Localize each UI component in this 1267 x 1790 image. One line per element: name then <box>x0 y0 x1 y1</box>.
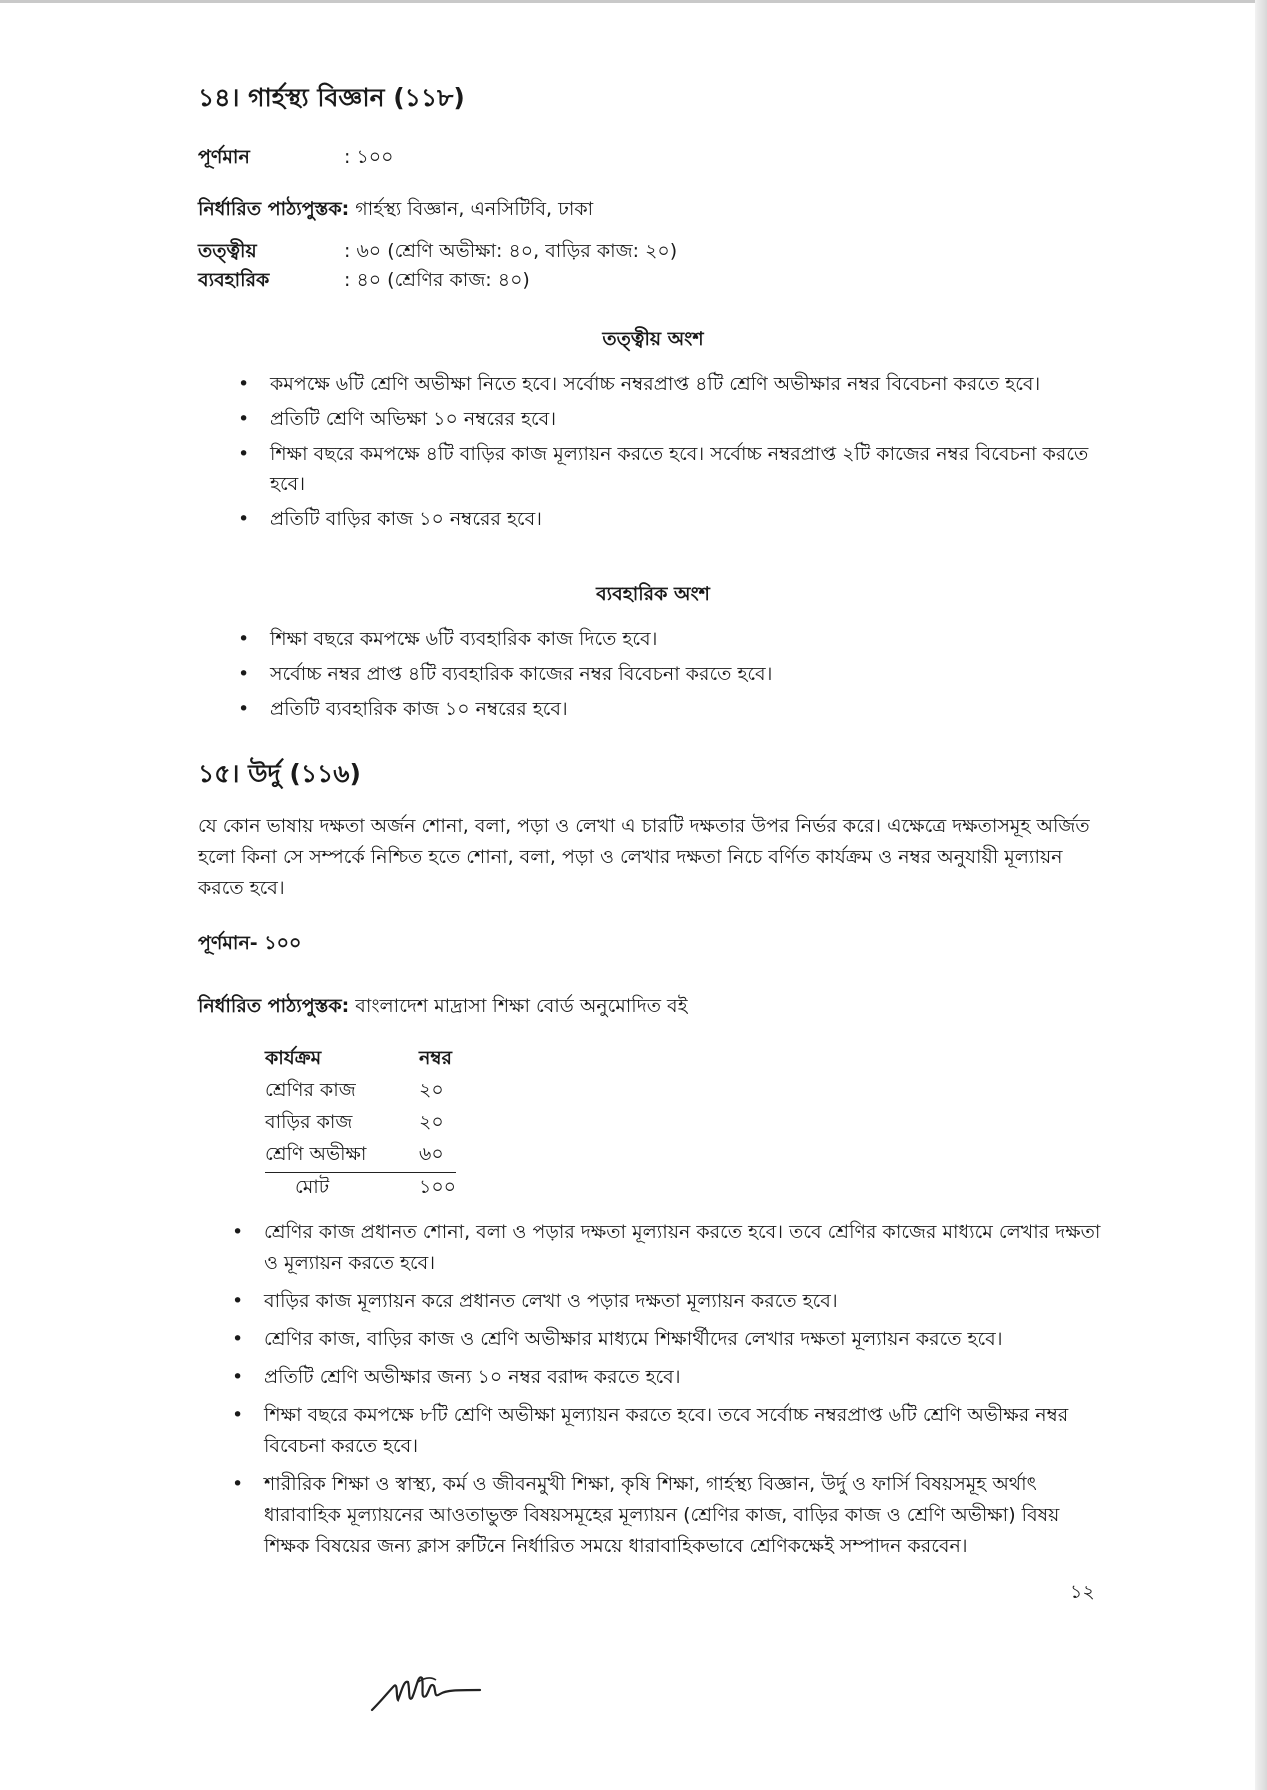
bullet-icon: • <box>238 443 250 465</box>
scan-right-edge <box>1255 0 1267 1790</box>
s14-textbook-label: নির্ধারিত পাঠ্যপুস্তক: <box>198 198 350 220</box>
col-activity-header: কার্যক্রম <box>265 1047 322 1069</box>
table-total-row <box>265 1173 456 1206</box>
s15-bullet-list <box>198 1217 1108 1562</box>
list-item <box>198 694 1108 724</box>
bullet-icon: • <box>238 408 250 430</box>
s14-textbook <box>198 194 1108 225</box>
bullet-icon: • <box>238 628 250 650</box>
s14-theory-bullet-list <box>198 369 1108 534</box>
s14-theory-value: : ৬০ (শ্রেণি অভীক্ষা: ৪০, বাড়ির কাজ: ২০) <box>344 240 678 262</box>
section-14-title: ১৪। গার্হস্থ্য বিজ্ঞান (১১৮) <box>198 83 465 112</box>
s15-textbook-value: বাংলাদেশ মাদ্রাসা শিক্ষা বোর্ড অনুমোদিত বই <box>349 995 688 1017</box>
table-header-row <box>265 1044 456 1076</box>
list-item <box>198 504 1108 534</box>
marks-cell: ৬০ <box>419 1140 456 1173</box>
list-item-text: শ্রেণির কাজ প্রধানত শোনা, বলা ও পড়ার দক্ষতা মূল্যায়ন করতে হবে। তবে শ্রেণির কাজের মাধ্যমে লেখার দক্ষতা ও মূল্যায়ন করতে হবে। <box>264 1221 1101 1274</box>
list-item <box>198 439 1108 499</box>
s15-full-marks: পূর্ণমান- ১০০ <box>198 932 302 954</box>
s15-intro: যে কোন ভাষায় দক্ষতা অর্জন শোনা, বলা, পড়া ও লেখা এ চারটি দক্ষতার উপর নির্ভর করে। এক্ষেত্রে দক্ষতাসমূহ অর্জিত হলো কিনা সে সম্পর্কে নিশ্চিত হতে শোনা, বলা, পড়া ও লেখার দক্ষতা নিচে বর্ণিত কার্যক্রম ও নম্বর অনুযায়ী মূল্যায়ন করতে হবে। <box>198 815 1090 899</box>
list-item-text: শিক্ষা বছরে কমপক্ষে ৬টি ব্যবহারিক কাজ দিতে হবে। <box>270 628 658 650</box>
s14-theory-heading: তত্ত্বীয় অংশ <box>602 328 704 350</box>
s14-full-marks-value: : ১০০ <box>344 146 394 168</box>
activity-cell: বাড়ির কাজ <box>265 1111 353 1133</box>
list-item <box>198 1362 1108 1393</box>
page-content <box>198 78 1108 1569</box>
list-item <box>198 1286 1108 1317</box>
s14-practical-label: ব্যবহারিক <box>198 269 270 291</box>
list-item-text: প্রতিটি ব্যবহারিক কাজ ১০ নম্বরের হবে। <box>270 698 568 720</box>
signature-icon <box>368 1660 488 1720</box>
s15-textbook <box>198 991 1108 1022</box>
table-row <box>265 1140 456 1173</box>
total-value: ১০০ <box>419 1176 457 1198</box>
s14-textbook-value: গার্হস্থ্য বিজ্ঞান, এনসিটিবি, ঢাকা <box>349 198 594 220</box>
bullet-icon: • <box>238 698 250 720</box>
s14-theory-label: তত্ত্বীয় <box>198 240 257 262</box>
list-item-text: কমপক্ষে ৬টি শ্রেণি অভীক্ষা নিতে হবে। সর্বোচ্চ নম্বরপ্রাপ্ত ৪টি শ্রেণি অভীক্ষার নম্বর বিবেচনা করতে হবে। <box>270 373 1041 395</box>
s14-full-marks-row <box>198 143 1108 172</box>
activity-cell: শ্রেণির কাজ <box>265 1079 356 1101</box>
list-item-text: শ্রেণির কাজ, বাড়ির কাজ ও শ্রেণি অভীক্ষার মাধ্যমে শিক্ষার্থীদের লেখার দক্ষতা মূল্যায়ন করতে হবে। <box>264 1328 1003 1350</box>
list-item <box>198 624 1108 654</box>
bullet-icon: • <box>238 508 250 530</box>
marks-cell: ২০ <box>419 1079 444 1101</box>
s14-practical-row <box>198 266 1108 295</box>
s14-theory-row <box>198 237 1108 266</box>
bullet-icon: • <box>238 663 250 685</box>
bullet-icon: • <box>232 1366 244 1388</box>
list-item <box>198 659 1108 689</box>
list-item <box>198 1324 1108 1355</box>
scan-top-edge <box>0 0 1267 3</box>
bullet-icon: • <box>232 1473 244 1495</box>
bullet-icon: • <box>232 1328 244 1350</box>
s15-textbook-label: নির্ধারিত পাঠ্যপুস্তক: <box>198 995 350 1017</box>
table-row <box>265 1108 456 1140</box>
col-marks-header: নম্বর <box>419 1047 452 1069</box>
s14-practical-bullet-list <box>198 624 1108 724</box>
list-item <box>198 1217 1108 1279</box>
list-item-text: বাড়ির কাজ মূল্যায়ন করে প্রধানত লেখা ও পড়ার দক্ষতা মূল্যায়ন করতে হবে। <box>264 1290 838 1312</box>
s14-marks-breakdown <box>198 237 1108 295</box>
s14-practical-heading: ব্যবহারিক অংশ <box>596 583 710 605</box>
table-row <box>265 1076 456 1108</box>
section-15-title: ১৫। উর্দু (১১৬) <box>198 759 361 788</box>
page-number: ১২ <box>1070 1581 1095 1603</box>
list-item <box>198 369 1108 399</box>
list-item-text: শারীরিক শিক্ষা ও স্বাস্থ্য, কর্ম ও জীবনমুখী শিক্ষা, কৃষি শিক্ষা, গার্হস্থ্য বিজ্ঞান, উর্দু ও ফার্সি বিষয়সমূহ অর্থাৎ ধারাবাহিক মূল্যায়নের আওতাভুক্ত বিষয়সমূহের মূল্যায়ন (শ্রেণির কাজ, বাড়ির কাজ ও শ্রেণি অভীক্ষা) বিষয় শিক্ষক বিষয়ের জন্য ক্লাস রুটিনে নির্ধারিত সময়ে ধারাবাহিকভাবে শ্রেণিকক্ষেই সম্পাদন করবেন। <box>264 1473 1060 1557</box>
s14-practical-value: : ৪০ (শ্রেণির কাজ: ৪০) <box>344 269 530 291</box>
list-item <box>198 404 1108 434</box>
s15-marks-table <box>265 1044 456 1205</box>
bullet-icon: • <box>238 373 250 395</box>
bullet-icon: • <box>232 1404 244 1426</box>
activity-cell: শ্রেণি অভীক্ষা <box>265 1140 419 1173</box>
list-item-text: প্রতিটি শ্রেণি অভিক্ষা ১০ নম্বরের হবে। <box>270 408 556 430</box>
list-item <box>198 1469 1108 1562</box>
bullet-icon: • <box>232 1290 244 1312</box>
s14-full-marks-label: পূর্ণমান <box>198 146 250 168</box>
list-item-text: শিক্ষা বছরে কমপক্ষে ৪টি বাড়ির কাজ মূল্যায়ন করতে হবে। সর্বোচ্চ নম্বরপ্রাপ্ত ২টি কাজের নম্বর বিবেচনা করতে হবে। <box>270 443 1089 495</box>
total-label: মোট <box>295 1176 330 1198</box>
marks-cell: ২০ <box>419 1111 444 1133</box>
list-item-text: প্রতিটি বাড়ির কাজ ১০ নম্বরের হবে। <box>270 508 542 530</box>
list-item-text: সর্বোচ্চ নম্বর প্রাপ্ত ৪টি ব্যবহারিক কাজের নম্বর বিবেচনা করতে হবে। <box>270 663 773 685</box>
bullet-icon: • <box>232 1221 244 1243</box>
list-item-text: শিক্ষা বছরে কমপক্ষে ৮টি শ্রেণি অভীক্ষা মূল্যায়ন করতে হবে। তবে সর্বোচ্চ নম্বরপ্রাপ্ত ৬টি শ্রেণি অভীক্ষর নম্বর বিবেচনা করতে হবে। <box>264 1404 1069 1457</box>
list-item <box>198 1400 1108 1462</box>
list-item-text: প্রতিটি শ্রেণি অভীক্ষার জন্য ১০ নম্বর বরাদ্দ করতে হবে। <box>264 1366 681 1388</box>
